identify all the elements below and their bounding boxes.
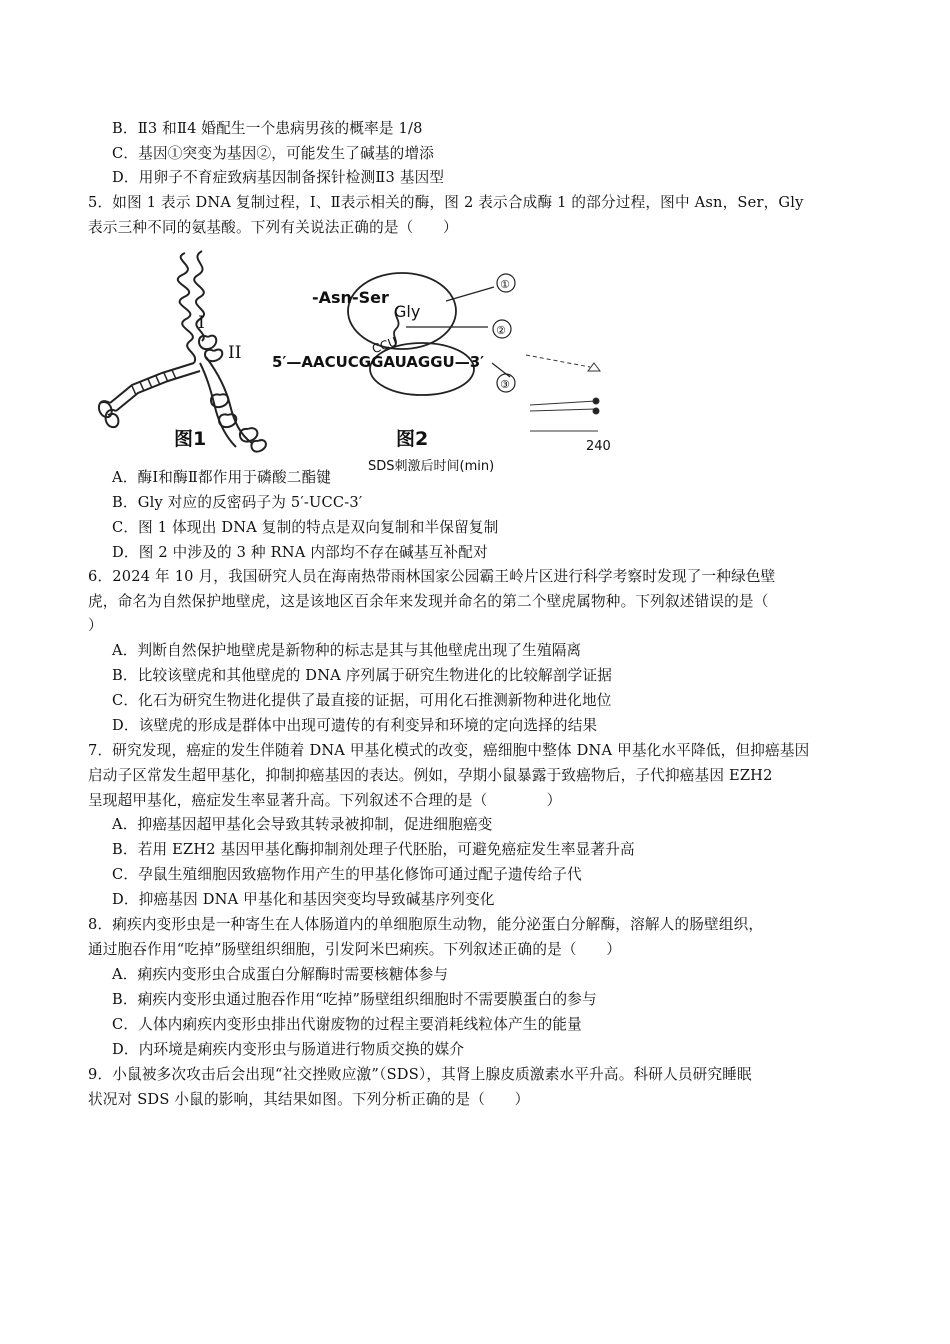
q9-stem-line1: 9．小鼠被多次攻击后会出现“社交挫败应激”（SDS），其肾上腺皮质激素水平升高。科研人员研究睡眠 xyxy=(88,1066,752,1083)
q5-stem-line1: 5．如图 1 表示 DNA 复制过程，Ⅰ、Ⅱ表示相关的酶，图 2 表示合成酶 1 的部分过程，图中 Asn，Ser，Gly xyxy=(88,194,804,211)
q6-option-d: D．该壁虎的形成是群体中出现可遗传的有利变异和环境的定向选择的结果 xyxy=(112,717,598,734)
prev-option-c: C．基因①突变为基因②，可能发生了碱基的增添 xyxy=(112,145,435,162)
q5-option-b: B．Gly 对应的反密码子为 5′-UCC-3′ xyxy=(112,494,363,511)
q5-stem-line2: 表示三种不同的氨基酸。下列有关说法正确的是（ ） xyxy=(88,219,458,236)
q5-option-a: A．酶Ⅰ和酶Ⅱ都作用于磷酸二酯键 xyxy=(112,469,332,486)
anticodon-label: CCU xyxy=(370,334,399,357)
q7-option-a: A．抑癌基因超甲基化会导致其转录被抑制，促进细胞癌变 xyxy=(112,816,493,833)
q6-stem-line3: ） xyxy=(88,617,103,634)
peptide-label: -Asn-Ser xyxy=(312,288,389,307)
q5-option-d: D．图 2 中涉及的 3 种 RNA 内部均不存在碱基互补配对 xyxy=(112,544,488,561)
q7-option-b: B．若用 EZH2 基因甲基化酶抑制剂处理子代胚胎，可避免癌症发生率显著升高 xyxy=(112,841,635,858)
q8-option-c: C．人体内痢疾内变形虫排出代谢废物的过程主要消耗线粒体产生的能量 xyxy=(112,1016,582,1033)
mark-1: ① xyxy=(500,278,510,291)
prev-option-b: B．Ⅱ3 和Ⅱ4 婚配生一个患病男孩的概率是 1/8 xyxy=(112,120,423,137)
gly-label: Gly xyxy=(394,302,421,321)
q8-option-b: B．痢疾内变形虫通过胞吞作用“吃掉”肠壁组织细胞时不需要膜蛋白的参与 xyxy=(112,991,597,1008)
q6-option-a: A．判断自然保护地壁虎是新物种的标志是其与其他壁虎出现了生殖隔离 xyxy=(112,642,582,659)
prev-option-d: D．用卵子不育症致病基因制备探针检测Ⅱ3 基因型 xyxy=(112,169,445,186)
q5-figure-svg xyxy=(90,245,630,475)
mrna-label: 5′—AACUCGGAUAGGU—3′ xyxy=(272,353,485,371)
q6-option-c: C．化石为研究生物进化提供了最直接的证据，可用化石推测新物种进化地位 xyxy=(112,692,612,709)
fig1-label: 图1 xyxy=(174,428,207,450)
q7-option-c: C．孕鼠生殖细胞因致癌物作用产生的甲基化修饰可通过配子遗传给子代 xyxy=(112,866,582,883)
q8-stem-line1: 8．痢疾内变形虫是一种寄生在人体肠道内的单细胞原生动物，能分泌蛋白分解酶，溶解人的肠壁组织， xyxy=(88,916,764,933)
q7-stem-line3: 呈现超甲基化，癌症发生率显著升高。下列叙述不合理的是（ ） xyxy=(88,792,562,809)
mark-2: ② xyxy=(496,324,506,337)
q7-option-d: D．抑癌基因 DNA 甲基化和基因突变均导致碱基序列变化 xyxy=(112,891,495,908)
q8-stem-line2: 通过胞吞作用“吃掉”肠壁组织细胞，引发阿米巴痢疾。下列叙述正确的是（ ） xyxy=(88,941,622,958)
q6-stem-line2: 虎，命名为自然保护地壁虎，这是该地区百余年来发现并命名的第二个壁虎属物种。下列叙述错误的是（ xyxy=(88,593,769,610)
fig2-label: 图2 xyxy=(396,428,429,450)
q5-option-c: C．图 1 体现出 DNA 复制的特点是双向复制和半保留复制 xyxy=(112,519,499,536)
q9-stem-line2: 状况对 SDS 小鼠的影响，其结果如图。下列分析正确的是（ ） xyxy=(88,1091,530,1108)
q5-figure xyxy=(90,245,630,475)
q8-option-a: A．痢疾内变形虫合成蛋白分解酶时需要核糖体参与 xyxy=(112,966,449,983)
q8-option-d: D．内环境是痢疾内变形虫与肠道进行物质交换的媒介 xyxy=(112,1041,465,1058)
enzyme-I-label: I xyxy=(198,313,205,333)
overlap-chart-fragment xyxy=(526,355,600,431)
q7-stem-line1: 7．研究发现，癌症的发生伴随着 DNA 甲基化模式的改变，癌细胞中整体 DNA 甲基化水平降低，但抑癌基因 xyxy=(88,742,810,759)
axis-label: SDS刺激后时间(min) xyxy=(368,459,495,474)
q7-stem-line2: 启动子区常发生超甲基化，抑制抑癌基因的表达。例如，孕期小鼠暴露于致癌物后，子代抑癌基因 EZH2 xyxy=(88,767,773,784)
mark-3: ③ xyxy=(500,378,510,391)
tick-240: 240 xyxy=(586,439,611,454)
enzyme-II-label: II xyxy=(228,343,242,363)
q6-stem-line1: 6．2024 年 10 月，我国研究人员在海南热带雨林国家公园霸王岭片区进行科学考察时发现了一种绿色壁 xyxy=(88,568,776,585)
q6-option-b: B．比较该壁虎和其他壁虎的 DNA 序列属于研究生物进化的比较解剖学证据 xyxy=(112,667,613,684)
